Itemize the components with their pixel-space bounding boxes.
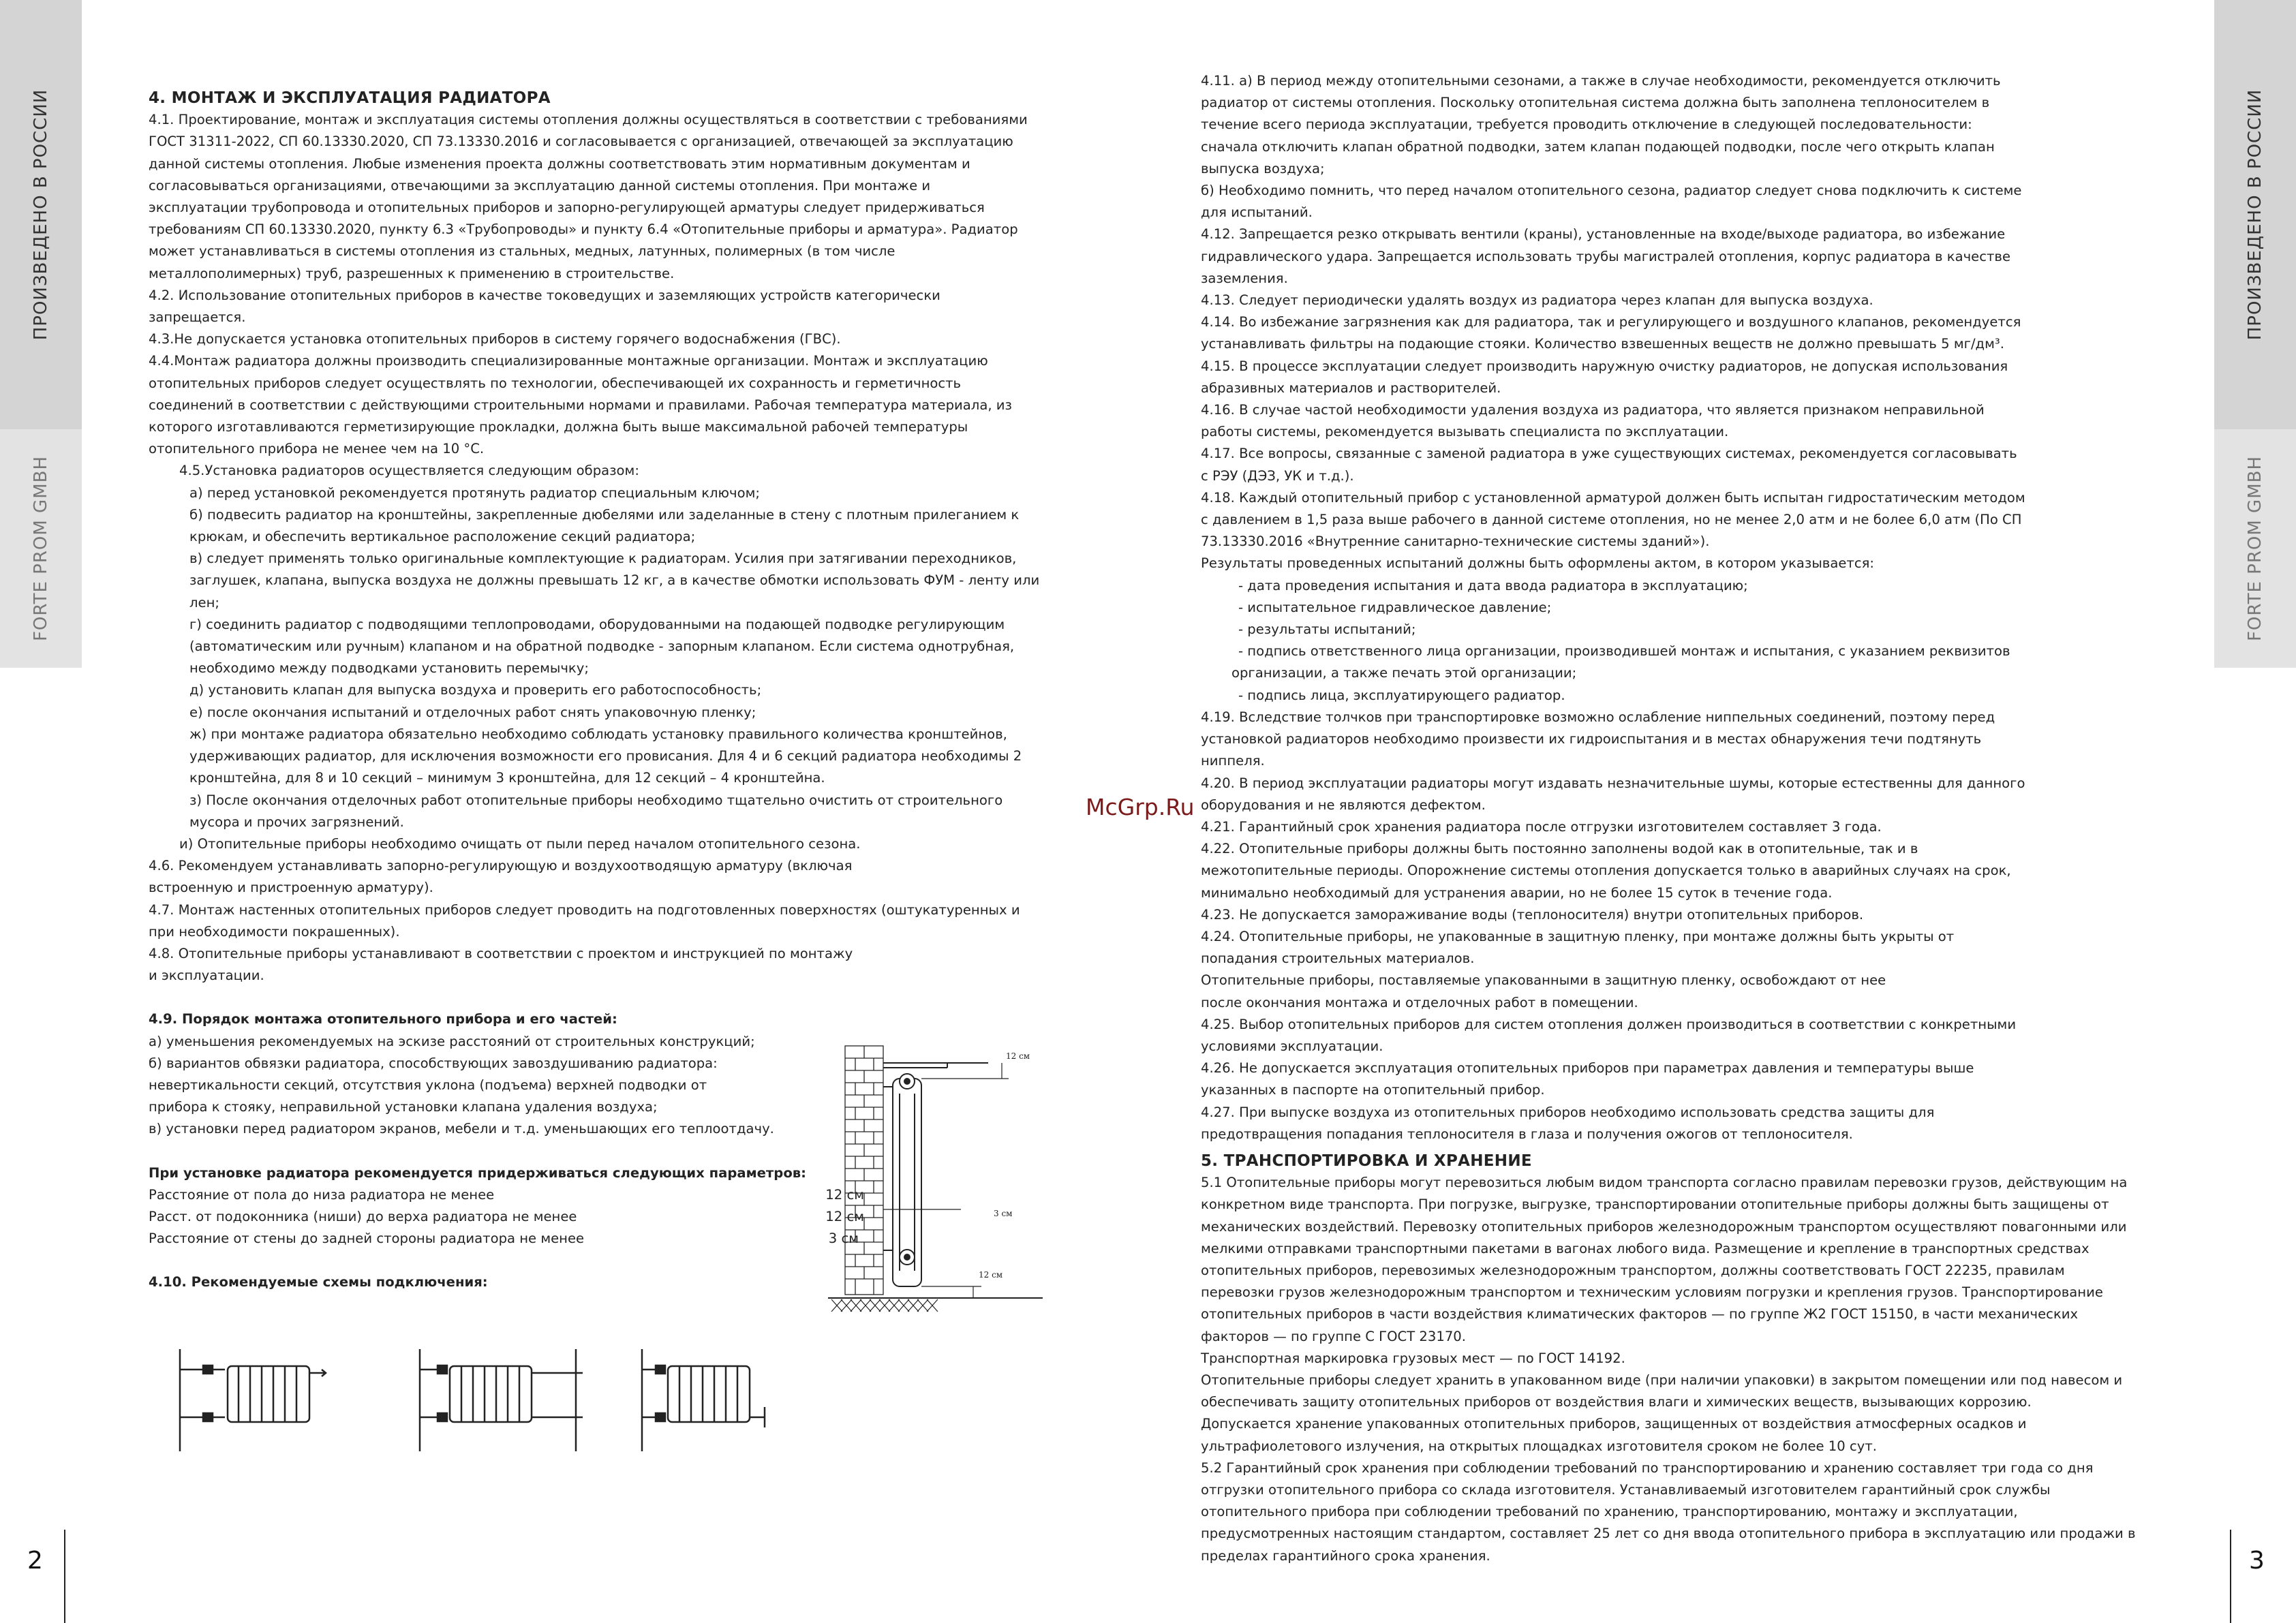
param-value: 12 см	[825, 1208, 864, 1224]
paragraph-line: Допускается хранение упакованных отопительных приборов, защищенных от воздействия атмосферных осадков и	[1201, 1416, 2027, 1432]
paragraph-line: оборудования и не являются дефектом.	[1201, 797, 1486, 813]
paragraph-line: соединений в соответствии с действующими строительными нормами и правилами. Рабочая температура материала, из	[149, 397, 1012, 413]
paragraph-line: прибора к стояку, неправильной установки клапана удаления воздуха;	[149, 1099, 658, 1115]
paragraph-line: пределах гарантийного срока хранения.	[1201, 1547, 1490, 1564]
paragraph-line: Результаты проведенных испытаний должны быть оформлены актом, в котором указывается:	[1201, 555, 1874, 572]
list-item: б) подвесить радиатор на кронштейны, закрепленные дюбелями или заделанные в стену с плотным прилеганием к	[189, 506, 1020, 523]
paragraph-line: отопительного прибора при соблюдении требований по хранению, транспортированию, монтажу и эксплуатации,	[1201, 1504, 2018, 1520]
bullet-item: - подпись ответственного лица организации, производившей монтаж и испытания, с указанием реквизитов	[1238, 643, 2010, 660]
paragraph-line: 4.22. Отопительные приборы должны быть постоянно заполнены водой как в отопительные, так и в	[1201, 841, 1918, 857]
paragraph-line: может устанавливаться в системы отопления из стальных, медных, латунных, полимерных (в том числе	[149, 243, 896, 260]
list-item: ж) при монтаже радиатора обязательно необходимо соблюдать установку правильного количества кронштейнов,	[189, 726, 1007, 742]
list-item: крюкам, и обеспечить вертикальное расположение секций радиатора;	[189, 529, 696, 545]
paragraph-line: данной системы отопления. Любые изменения проекта должны соответствовать этим нормативным документам и	[149, 155, 970, 172]
bullet-item: - результаты испытаний;	[1238, 621, 1416, 638]
paragraph-line: в) установки перед радиатором экранов, мебели и т.д. уменьшающих его теплоотдачу.	[149, 1121, 774, 1137]
paragraph-line: устанавливать фильтры на подающие стояки. Количество взвешенных веществ не должно превышать 5 мг/дм³.	[1201, 336, 2004, 352]
brand-label: FORTE PROM GMBH	[31, 455, 51, 642]
paragraph-line: запрещается.	[149, 309, 246, 326]
radiator-side-view	[883, 1074, 921, 1286]
list-item: в) следует применять только оригинальные комплектующие к радиаторам. Усилия при затягивании переходников,	[189, 551, 1017, 567]
paragraph-line: установкой радиаторов необходимо произвести их гидроиспытания и в местах обнаружения течи подтянуть	[1201, 731, 1982, 747]
paragraph-line: эксплуатации трубопровода и отопительных приборов и запорно-регулирующей арматуры следует придерживаться	[149, 200, 985, 216]
paragraph-line: Отопительные приборы, поставляемые упакованными в защитную пленку, освобождают от нее	[1201, 972, 1886, 989]
bullet-item: - подпись лица, эксплуатирующего радиатор.	[1238, 687, 1565, 703]
paragraph-line: и эксплуатации.	[149, 968, 264, 984]
paragraph-line: встроенную и пристроенную арматуру).	[149, 880, 433, 896]
installation-sketch	[818, 1039, 1063, 1315]
scheme-side-connection	[180, 1349, 326, 1451]
params-table	[149, 1184, 864, 1250]
paragraph-line: 73.13330.2016 «Внутренние санитарно-технические системы зданий»).	[1201, 534, 1710, 550]
param-value: 12 см	[825, 1186, 864, 1203]
paragraph-line: 4.18. Каждый отопительный прибор с установленной арматурой должен быть испытан гидростатическим методом	[1201, 489, 2025, 506]
paragraph-line: гидравлического удара. Запрещается использовать трубы магистралей отопления, корпус радиатора в качестве	[1201, 248, 2011, 264]
params-title: При установке радиатора рекомендуется придерживаться следующих параметров:	[149, 1164, 807, 1181]
paragraph-line: сначала отключить клапан обратной подводки, затем клапан подающей подводки, после чего открыть клапан	[1201, 138, 1995, 155]
paragraph-line: течение всего периода эксплуатации, требуется проводить отключение в следующей последовательности:	[1201, 117, 1972, 133]
list-item: г) соединить радиатор с подводящими теплопроводами, оборудованными на подающей подводке регулирующим	[189, 616, 1005, 632]
param-label: Расстояние от стены до задней стороны радиатора не менее	[149, 1231, 585, 1247]
page-number-right: 3	[2249, 1547, 2265, 1575]
paragraph-line: ультрафиолетового излучения, на открытых площадках изготовителя сроком не более 10 сут.	[1201, 1438, 1877, 1454]
left-side-strip-bottom	[0, 429, 82, 668]
paragraph-line: 4.4.Монтаж радиатора должны производить специализированные монтажные организации. Монтаж и эксплуатацию	[149, 353, 988, 369]
paragraph-line: предусмотренных настоящим стандартом, составляет 25 лет со дня ввода отопительного прибора в эксплуатацию или продажи в	[1201, 1526, 2136, 1542]
paragraph-line: конкретном виде транспорта. При погрузке, выгрузке, транспортировании отопительные приборы должны быть защищены от	[1201, 1196, 2109, 1213]
bullet-item: организации, а также печать этой организации;	[1231, 665, 1577, 681]
right-side-strip-bottom	[2214, 429, 2296, 668]
list-item: (автоматическим или ручным) клапаном и на обратной подводке - запорным клапаном. Если система однотрубная,	[189, 638, 1015, 655]
paragraph-line: б) Необходимо помнить, что перед началом отопительного сезона, радиатор следует снова подключить к системе	[1201, 183, 2022, 199]
section-4-title: 4. МОНТАЖ И ЭКСПЛУАТАЦИЯ РАДИАТОРА	[149, 89, 551, 107]
paragraph-line: 4.19. Вследствие толчков при транспортировке возможно ослабление ниппельных соединений, поэтому перед	[1201, 709, 1995, 725]
paragraph-line: предотвращения попадания теплоносителя в глаза и получения ожогов от теплоносителя.	[1201, 1126, 1853, 1142]
paragraph-line: заземления.	[1201, 270, 1288, 286]
connection-schemes	[170, 1335, 852, 1458]
paragraph-line: 4.8. Отопительные приборы устанавливают в соответствии с проектом и инструкцией по монтажу	[149, 945, 853, 961]
paragraph-line: 4.3.Не допускается установка отопительных приборов в систему горячего водоснабжения (ГВС).	[149, 331, 841, 347]
paragraph-line: ниппеля.	[1201, 753, 1265, 769]
paragraph-line: б) вариантов обвязки радиатора, способствующих завоздушиванию радиатора:	[149, 1055, 718, 1071]
paragraph-line: 4.21. Гарантийный срок хранения радиатора после отгрузки изготовителем составляет 3 года.	[1201, 818, 1882, 835]
paragraph-line: Транспортная маркировка грузовых мест — по ГОСТ 14192.	[1201, 1350, 1625, 1366]
paragraph-line: при необходимости покрашенных).	[149, 923, 400, 940]
list-item: е) после окончания испытаний и отделочных работ снять упаковочную пленку;	[189, 704, 756, 720]
paragraph-line: после окончания монтажа и отделочных работ в помещении.	[1201, 994, 1638, 1010]
paragraph-line: 4.15. В процессе эксплуатации следует производить наружную очистку радиаторов, не допуская использования	[1201, 358, 2008, 374]
scheme-bottom-connection	[642, 1349, 765, 1451]
paragraph-line: мелкими отправками транспортными пакетами в вагонах любого вида. Размещение и крепление в транспортных средствах	[1201, 1240, 2090, 1256]
paragraph-line: отопительных приборов, перевозимых железнодорожным транспортом, должны соответствовать ГОСТ 22235, правилам	[1201, 1263, 2065, 1279]
dimension-label-wall: 3 см	[994, 1209, 1013, 1218]
list-item: удерживающих радиатор, для исключения возможности его провисания. Для 4 и 6 секций радиатора необходимы 2	[189, 748, 1022, 764]
list-item: необходимо между подводками установить перемычку;	[189, 660, 589, 677]
window-sill	[883, 1063, 988, 1068]
list-item: з) После окончания отделочных работ отопительные приборы необходимо тщательно очистить от строительного	[189, 792, 1003, 808]
paragraph-line: металлополимерных) труб, разрешенных к применению в строительстве.	[149, 265, 675, 281]
paragraph-line: 4.11. а) В период между отопительными сезонами, а также в случае необходимости, рекомендуется отключить	[1201, 73, 2001, 89]
right-page-text	[1201, 70, 2169, 1145]
paragraph-line: с РЭУ (ДЭЗ, УК и т.д.).	[1201, 467, 1354, 484]
paragraph-line: невертикальности секций, отсутствия уклона (подъема) верхней подводки от	[149, 1077, 707, 1093]
right-side-strip-top	[2214, 0, 2296, 429]
paragraph-line: факторов — по группе С ГОСТ 23170.	[1201, 1328, 1466, 1344]
paragraph-line: 4.24. Отопительные приборы, не упакованные в защитную пленку, при монтаже должны быть укрыты от	[1201, 928, 1955, 944]
paragraph-line: 5.2 Гарантийный срок хранения при соблюдении требований по транспортированию и хранению составляет три года со дня	[1201, 1459, 2094, 1476]
paragraph-line: межотопительные периоды. Опорожнение системы отопления допускается только в аварийных случаях на срок,	[1201, 863, 2011, 879]
param-label: Расстояние от пола до низа радиатора не менее	[149, 1186, 495, 1203]
left-side-strip-top	[0, 0, 82, 429]
dimension-label-top: 12 см	[1006, 1051, 1030, 1061]
paragraph-line: ГОСТ 31311-2022, СП 60.13330.2020, СП 73.13330.2016 и согласовывается с организацией, отвечающей за эксплуатацию	[149, 134, 1013, 150]
paragraph-4-10-title: 4.10. Рекомендуемые схемы подключения:	[149, 1274, 488, 1290]
dimension-label-floor: 12 см	[979, 1270, 1003, 1280]
paragraph-line: 4.6. Рекомендуем устанавливать запорно-регулирующую и воздухоотводящую арматуру (включая	[149, 858, 853, 874]
section-5-text	[1201, 1150, 2169, 1567]
paragraph-line: механических воздействий. Перевозку отопительных приборов железнодорожным транспортом осуществляют повагонными или	[1201, 1218, 2127, 1235]
paragraph-line: которого изготавливаются герметизирующие прокладки, должна быть выше максимальной рабочей температуры	[149, 419, 968, 435]
paragraph-line: а) уменьшения рекомендуемых на эскизе расстояний от строительных конструкций;	[149, 1033, 755, 1049]
paragraph-line: 4.17. Все вопросы, связанные с заменой радиатора в уже существующих системах, рекомендуется согласовывать	[1201, 446, 2017, 462]
param-row	[149, 1184, 864, 1206]
paragraph-line: требованиям СП 60.13330.2020, пункту 6.3 «Трубопроводы» и пункту 6.4 «Отопительные приборы и арматура». Радиатор	[149, 221, 1018, 238]
paragraph-line: отопительных приборов следует осуществлять по технологии, обеспечивающей их сохранность и герметичность	[149, 375, 962, 391]
paragraph-line: 4.25. Выбор отопительных приборов для систем отопления должен производиться в соответствии с конкретными	[1201, 1016, 2017, 1032]
paragraph-line: минимально необходимый для устранения аварии, но не более 15 суток в течение года.	[1201, 884, 1833, 901]
scheme-diagonal-connection	[420, 1349, 583, 1451]
paragraph-line: указанных в паспорте на отопительный прибор.	[1201, 1082, 1545, 1098]
brand-label: FORTE PROM GMBH	[2245, 455, 2265, 642]
list-item: мусора и прочих загрязнений.	[189, 814, 404, 830]
paragraph-4-9-title: 4.9. Порядок монтажа отопительного прибора и его частей:	[149, 1011, 617, 1027]
paragraph-line: обеспечивать защиту отопительных приборов от воздействия влаги и химических веществ, вызывающих коррозию.	[1201, 1394, 2032, 1410]
paragraph-line: 5.1 Отопительные приборы могут перевозиться любым видом транспорта согласно правилам перевозки грузов, действующим на	[1201, 1175, 2128, 1191]
paragraph-line: 4.26. Не допускается эксплуатация отопительных приборов при параметрах давления и температуры выше	[1201, 1060, 1974, 1077]
paragraph-line: 4.23. Не допускается замораживание воды (теплоносителя) внутри отопительных приборов.	[1201, 906, 1864, 923]
paragraph-line: согласовываться организациями, отвечающими за эксплуатацию данной системы отопления. При монтаже и	[149, 177, 931, 194]
page-number-left: 2	[27, 1547, 43, 1575]
paragraph-line: перевозки грузов железнодорожным транспортом и техническим условиям погрузки и крепления грузов. Транспортирование	[1201, 1284, 2103, 1301]
paragraph-line: для испытаний.	[1201, 204, 1313, 221]
paragraph-line: 4.20. В период эксплуатации радиаторы могут издавать незначительные шумы, которые естественны для данного	[1201, 775, 2025, 791]
page-number-divider-right	[2230, 1530, 2231, 1623]
paragraph-line: 4.14. Во избежание загрязнения как для радиатора, так и регулирующего и воздушного клапанов, рекомендуется	[1201, 314, 2021, 330]
list-item: а) перед установкой рекомендуется протянуть радиатор специальным ключом;	[189, 484, 761, 501]
paragraph-line: отопительных приборов в части воздействия климатических факторов — по группе Ж2 ГОСТ 15150, в части механических	[1201, 1306, 2079, 1323]
paragraph-line: Отопительные приборы следует хранить в упакованном виде (при наличии упаковки) в закрытом помещении или под навесом и	[1201, 1372, 2123, 1389]
paragraph-line: 4.12. Запрещается резко открывать вентили (краны), установленные на входе/выходе радиатора, во избежание	[1201, 226, 2006, 243]
list-item: лен;	[189, 594, 219, 610]
made-in-russia-label: ПРОИЗВЕДЕНО В РОССИИ	[2245, 89, 2265, 341]
section-5-title: 5. ТРАНСПОРТИРОВКА И ХРАНЕНИЕ	[1201, 1152, 1532, 1170]
paragraph-line: выпуска воздуха;	[1201, 160, 1325, 176]
param-row	[149, 1206, 864, 1228]
wall-bricks	[845, 1046, 883, 1295]
list-item: и) Отопительные приборы необходимо очищать от пыли перед началом отопительного сезона.	[179, 835, 861, 852]
paragraph-line: попадания строительных материалов.	[1201, 950, 1475, 967]
paragraph-line: 4.2. Использование отопительных приборов в качестве токоведущих и заземляющих устройств категорически	[149, 287, 940, 303]
param-label: Расст. от подоконника (ниши) до верха радиатора не менее	[149, 1208, 577, 1224]
paragraph-line: радиатор от системы отопления. Поскольку отопительная система должна быть заполнена теплоносителем в	[1201, 95, 1990, 111]
bullet-item: - испытательное гидравлическое давление;	[1238, 599, 1552, 615]
floor-hatch	[828, 1298, 1043, 1312]
param-value: 3 см	[828, 1231, 859, 1247]
list-item: заглушек, клапана, выпуска воздуха не должны превышать 12 кг, а в качестве обмотки использовать ФУМ - ленту или	[189, 572, 1040, 589]
paragraph-line: отгрузки отопительного прибора со склада изготовителя. Устанавливаемый изготовителем гарантийный срок службы	[1201, 1482, 2051, 1498]
bullet-item: - дата проведения испытания и дата ввода радиатора в эксплуатацию;	[1238, 577, 1748, 593]
paragraph-line: 4.27. При выпуске воздуха из отопительных приборов необходимо использовать средства защиты для	[1201, 1104, 1935, 1120]
paragraph-line: условиями эксплуатации.	[1201, 1038, 1383, 1054]
list-item: д) установить клапан для выпуска воздуха и проверить его работоспособность;	[189, 682, 762, 698]
made-in-russia-label: ПРОИЗВЕДЕНО В РОССИИ	[31, 89, 51, 341]
paragraph-line: отопительного прибора не менее чем на 10 °С.	[149, 441, 485, 457]
watermark: McGrp.Ru	[1086, 794, 1195, 820]
param-row	[149, 1228, 864, 1250]
paragraph-line: 4.1. Проектирование, монтаж и эксплуатация системы отопления должны осуществляться в соответствии с требованиями	[149, 112, 1028, 128]
page-number-divider-left	[64, 1530, 65, 1623]
paragraph-line: 4.7. Монтаж настенных отопительных приборов следует проводить на подготовленных поверхностях (оштукатуренных и	[149, 901, 1020, 918]
paragraph-line: работы системы, рекомендуется вызывать специалиста по эксплуатации.	[1201, 424, 1729, 440]
paragraph-line: абразивных материалов и растворителей.	[1201, 380, 1501, 396]
paragraph-line: 4.16. В случае частой необходимости удаления воздуха из радиатора, что является признаком неправильной	[1201, 402, 1985, 418]
paragraph-4-5-title: 4.5.Установка радиаторов осуществляется следующим образом:	[179, 463, 639, 479]
list-item: кронштейна, для 8 и 10 секций – минимум 3 кронштейна, для 12 секций – 4 кронштейна.	[189, 770, 825, 786]
paragraph-line: с давлением в 1,5 раза выше рабочего в данной системе отопления, но не менее 2,0 атм и не более 6,0 атм (По СП	[1201, 512, 2022, 528]
paragraph-line: 4.13. Следует периодически удалять воздух из радиатора через клапан для выпуска воздуха.	[1201, 292, 1873, 309]
